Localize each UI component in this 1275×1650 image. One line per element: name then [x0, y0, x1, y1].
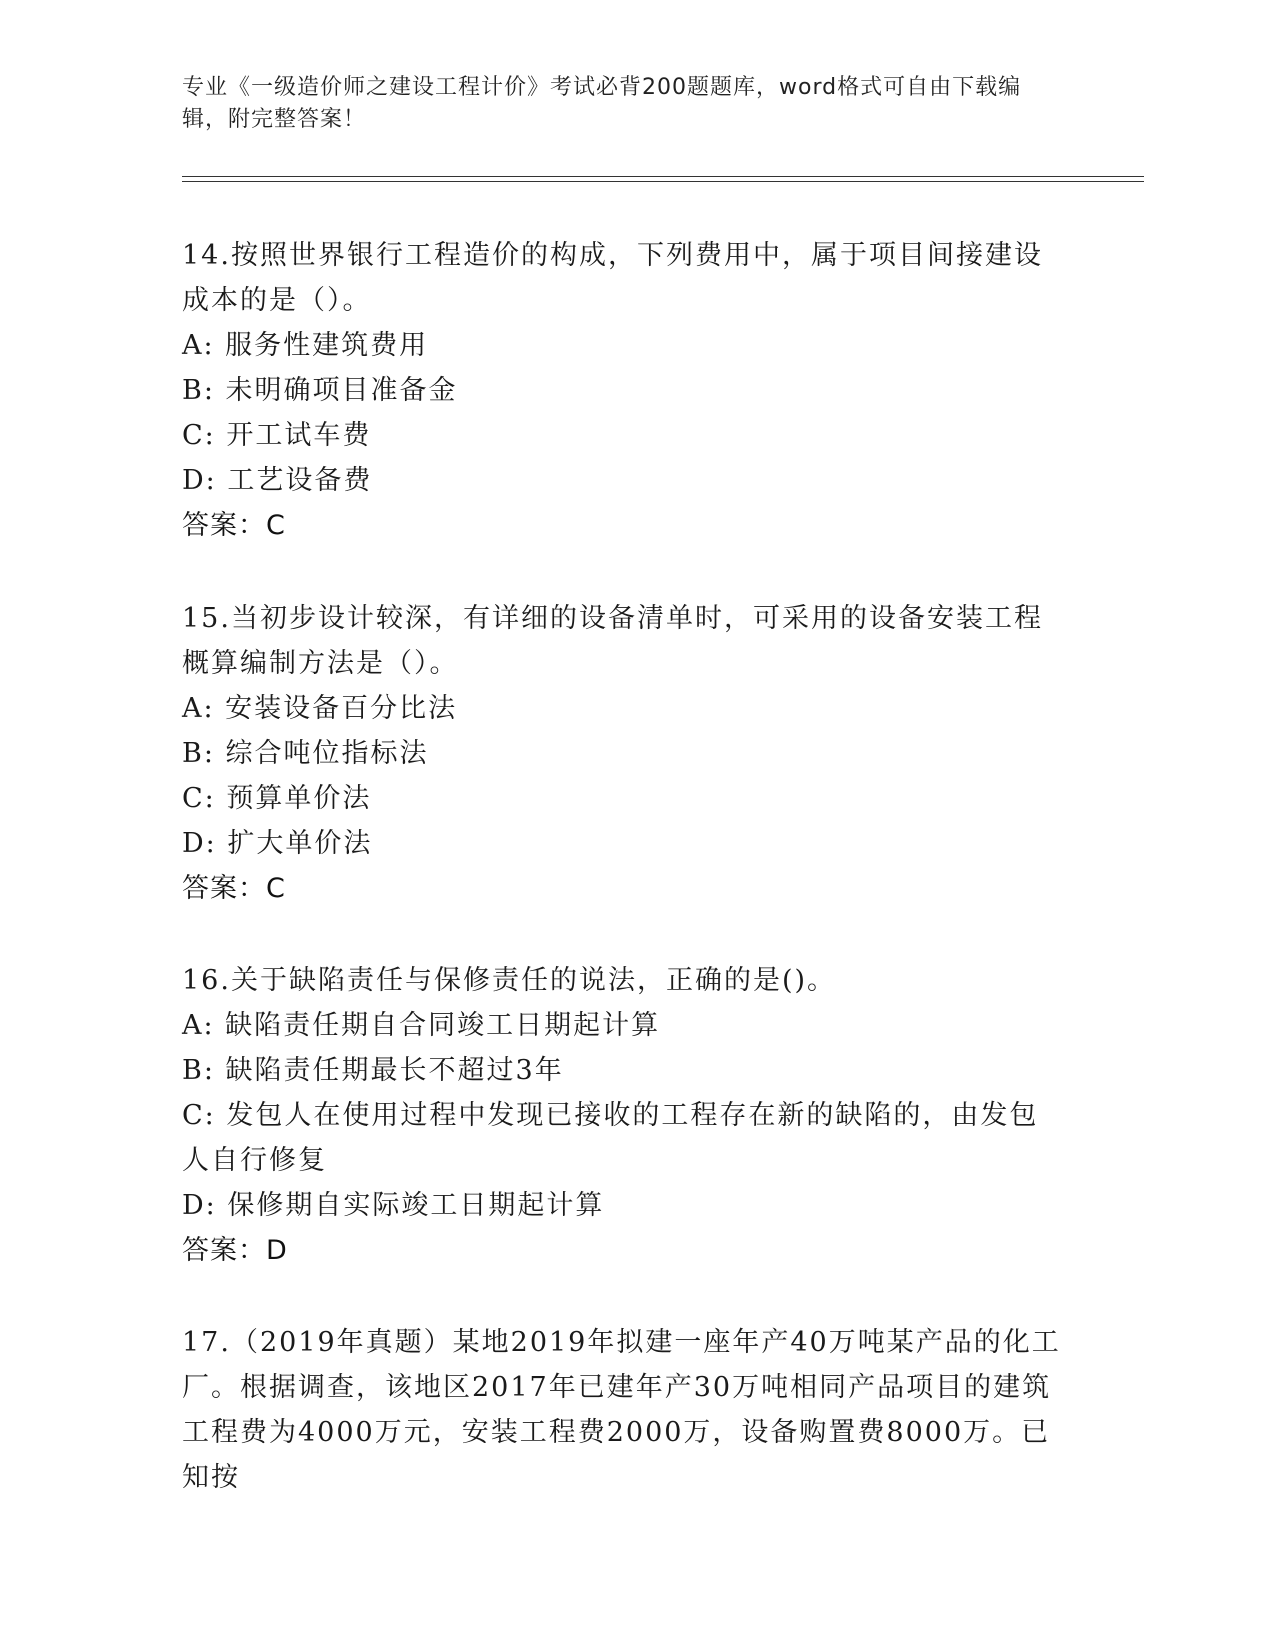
option-a: A: 安装设备百分比法 [182, 693, 458, 724]
header-divider-bottom [182, 181, 1144, 182]
header-divider-top [182, 176, 1144, 177]
option-b: B: 综合吨位指标法 [182, 738, 429, 769]
answer-label: 答案：C [182, 873, 286, 904]
question-stem: 15.当初步设计较深，有详细的设备清单时，可采用的设备安装工程概算编制方法是（）。 [182, 603, 1043, 679]
option-a: A: 缺陷责任期自合同竣工日期起计算 [182, 1010, 661, 1041]
question-stem: 17.（2019年真题）某地2019年拟建一座年产40万吨某产品的化工厂。根据调查，该地区2017年已建年产30万吨相同产品项目的建筑工程费为4000万元，安装工程费2000万，设备购置费8000万。已知按 [182, 1327, 1061, 1493]
question-16 [182, 958, 1062, 1273]
option-b: B: 缺陷责任期最长不超过3年 [182, 1055, 564, 1086]
option-c: C: 开工试车费 [182, 420, 372, 451]
answer-label: 答案：C [182, 510, 286, 541]
option-d: D: 扩大单价法 [182, 828, 373, 859]
question-stem: 14.按照世界银行工程造价的构成，下列费用中，属于项目间接建设成本的是（）。 [182, 240, 1043, 316]
option-c: C: 预算单价法 [182, 783, 372, 814]
answer-label: 答案：D [182, 1235, 288, 1266]
question-stem: 16.关于缺陷责任与保修责任的说法，正确的是()。 [182, 965, 837, 996]
option-a: A: 服务性建筑费用 [182, 330, 429, 361]
document-header: 专业《一级造价师之建设工程计价》考试必背200题题库，word格式可自由下载编辑，附完整答案！ [182, 75, 1022, 132]
option-d: D: 工艺设备费 [182, 465, 373, 496]
option-b: B: 未明确项目准备金 [182, 375, 458, 406]
option-d: D: 保修期自实际竣工日期起计算 [182, 1190, 605, 1221]
question-15 [182, 596, 1062, 911]
question-17 [182, 1320, 1062, 1500]
option-c: C: 发包人在使用过程中发现已接收的工程存在新的缺陷的，由发包人自行修复 [182, 1100, 1039, 1176]
question-14 [182, 233, 1062, 548]
